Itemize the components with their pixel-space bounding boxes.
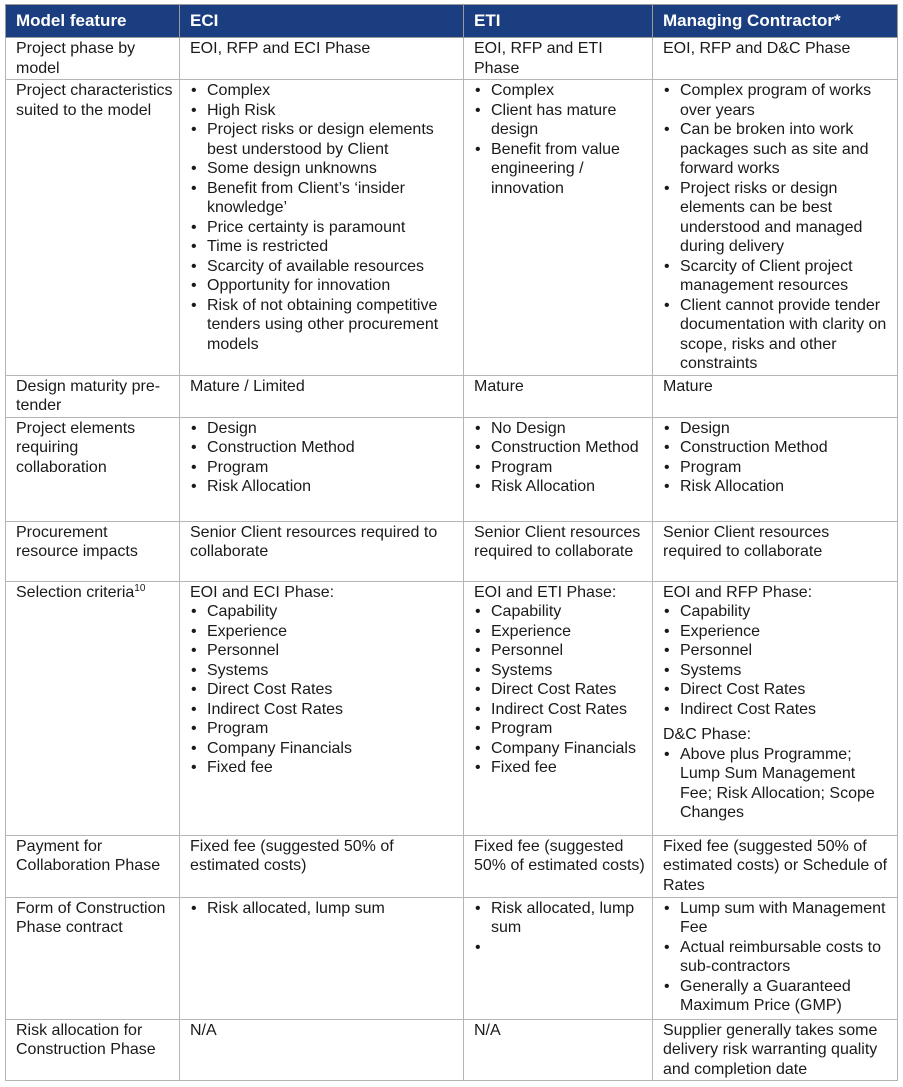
procurement-model-comparison-table <box>5 4 898 1081</box>
cell-eci <box>180 581 464 835</box>
list-item: • Direct Cost Rates <box>207 680 457 700</box>
list-item: • Indirect Cost Rates <box>680 700 891 720</box>
row-feature-label: Procurement resource impacts <box>16 523 138 560</box>
list-item: • Complex program of works over years <box>680 81 891 120</box>
cell-managing-contractor <box>653 1019 898 1081</box>
bullet-list <box>663 745 891 823</box>
table-row <box>6 897 898 1019</box>
table-row <box>6 835 898 897</box>
cell-eci <box>180 835 464 897</box>
list-item: • Time is restricted <box>207 237 457 257</box>
bullet-list <box>663 602 891 719</box>
bullet-list <box>474 81 646 198</box>
bullet-list <box>474 419 646 497</box>
list-item: • Indirect Cost Rates <box>207 700 457 720</box>
table-row <box>6 417 898 521</box>
cell-text: EOI and ECI Phase: <box>190 583 335 601</box>
row-feature-label: Payment for Collaboration Phase <box>16 837 161 874</box>
table-body <box>6 38 898 1081</box>
list-item: • Program <box>680 458 891 478</box>
cell-text: N/A <box>474 1021 501 1039</box>
list-item: • Direct Cost Rates <box>680 680 891 700</box>
cell-eci <box>180 38 464 80</box>
cell-eti <box>464 80 653 376</box>
bullet-list <box>190 602 457 778</box>
list-item: • Indirect Cost Rates <box>491 700 646 720</box>
cell-managing-contractor <box>653 417 898 521</box>
cell-text: D&C Phase: <box>663 726 752 743</box>
cell-text: EOI and ETI Phase: <box>474 583 617 601</box>
row-feature-label: Design maturity pre-tender <box>16 377 161 414</box>
list-item: • Client cannot provide tender documentation with clarity on scope, risks and other constraints <box>680 296 891 374</box>
cell-managing-contractor <box>653 521 898 581</box>
list-item: • Construction Method <box>680 438 891 458</box>
row-feature-cell <box>6 581 180 835</box>
list-item: • Construction Method <box>491 438 646 458</box>
list-item: • Project risks or design elements best understood by Client <box>207 120 457 159</box>
list-item: • Capability <box>207 602 457 622</box>
list-item: • Above plus Programme; Lump Sum Management Fee; Risk Allocation; Scope Changes <box>680 745 891 823</box>
list-item: • Construction Method <box>207 438 457 458</box>
table-row <box>6 581 898 835</box>
cell-eci <box>180 80 464 376</box>
cell-eci <box>180 897 464 1019</box>
list-item: • Risk Allocation <box>680 477 891 497</box>
row-feature-cell <box>6 375 180 417</box>
row-feature-label: Form of Construction Phase contract <box>16 899 166 936</box>
cell-managing-contractor <box>653 581 898 835</box>
cell-eci <box>180 375 464 417</box>
table-row <box>6 80 898 376</box>
cell-text: EOI and RFP Phase: <box>663 583 813 601</box>
list-item: • Complex <box>207 81 457 101</box>
cell-text: EOI, RFP and ECI Phase <box>190 40 371 57</box>
footnote-marker: 10 <box>134 582 146 594</box>
cell-managing-contractor <box>653 897 898 1019</box>
cell-eti <box>464 581 653 835</box>
row-feature-label: Risk allocation for Construction Phase <box>16 1021 156 1058</box>
list-item: • Systems <box>207 661 457 681</box>
row-feature-cell <box>6 897 180 1019</box>
bullet-list <box>190 419 457 497</box>
list-item: • Opportunity for innovation <box>207 276 457 296</box>
bullet-list <box>663 419 891 497</box>
cell-managing-contractor <box>653 835 898 897</box>
list-item: • No Design <box>491 419 646 439</box>
row-feature-cell <box>6 38 180 80</box>
list-item: • Design <box>207 419 457 439</box>
row-feature-label: Selection criteria <box>16 583 135 601</box>
row-feature-cell <box>6 417 180 521</box>
row-feature-cell <box>6 80 180 376</box>
list-item: • Experience <box>680 622 891 642</box>
list-item: • Generally a Guaranteed Maximum Price (GMP) <box>680 977 891 1016</box>
list-item: • Client has mature design <box>491 101 646 140</box>
bullet-list <box>663 899 891 1016</box>
list-item: • Scarcity of available resources <box>207 257 457 277</box>
list-item: • Risk Allocation <box>491 477 646 497</box>
list-item: • Benefit from Client’s ‘insider knowledge’ <box>207 179 457 218</box>
list-item: • Benefit from value engineering / innovation <box>491 140 646 199</box>
cell-eti <box>464 835 653 897</box>
list-item: • Design <box>680 419 891 439</box>
cell-text: Senior Client resources required to collaborate <box>474 523 641 560</box>
row-feature-cell <box>6 521 180 581</box>
cell-eci <box>180 521 464 581</box>
table-row <box>6 38 898 80</box>
bullet-list <box>474 602 646 778</box>
header-model-feature: Model feature <box>6 5 180 38</box>
list-item: • Risk allocated, lump sum <box>207 899 457 919</box>
bullet-list <box>190 899 457 919</box>
cell-text: Fixed fee (suggested 50% of estimated costs) <box>190 837 394 874</box>
cell-managing-contractor <box>653 80 898 376</box>
cell-managing-contractor <box>653 375 898 417</box>
table-row <box>6 1019 898 1081</box>
row-feature-cell <box>6 1019 180 1081</box>
cell-managing-contractor <box>653 38 898 80</box>
list-item: • Systems <box>491 661 646 681</box>
cell-eci <box>180 417 464 521</box>
list-item: • Program <box>207 719 457 739</box>
cell-text: Senior Client resources required to collaborate <box>663 523 830 560</box>
list-item: • Experience <box>491 622 646 642</box>
header-eti: ETI <box>464 5 653 38</box>
cell-text: Supplier generally takes some delivery risk warranting quality and completion date <box>663 1021 878 1078</box>
list-item: • Program <box>491 719 646 739</box>
list-item: • Fixed fee <box>207 758 457 778</box>
cell-text: Fixed fee (suggested 50% of estimated costs) or Schedule of Rates <box>663 837 888 894</box>
list-item: • Lump sum with Management Fee <box>680 899 891 938</box>
row-feature-label: Project phase by model <box>16 40 136 77</box>
list-item: • Risk of not obtaining competitive tenders using other procurement models <box>207 296 457 355</box>
cell-text: Mature <box>474 377 524 395</box>
cell-eti <box>464 375 653 417</box>
list-item: • High Risk <box>207 101 457 121</box>
bullet-list <box>474 899 646 938</box>
cell-eci <box>180 1019 464 1081</box>
list-item: • Fixed fee <box>491 758 646 778</box>
list-item: • Program <box>491 458 646 478</box>
cell-eti <box>464 1019 653 1081</box>
cell-text: EOI, RFP and ETI Phase <box>474 40 603 77</box>
cell-eti <box>464 417 653 521</box>
list-item: • Company Financials <box>207 739 457 759</box>
list-item: • Systems <box>680 661 891 681</box>
cell-text: EOI, RFP and D&C Phase <box>663 40 851 57</box>
cell-text: N/A <box>190 1021 217 1039</box>
header-eci: ECI <box>180 5 464 38</box>
list-item: • Personnel <box>207 641 457 661</box>
row-feature-label: Project elements requiring collaboration <box>16 419 136 476</box>
list-item: • Some design unknowns <box>207 159 457 179</box>
list-item: • Project risks or design elements can be best understood and managed during delivery <box>680 179 891 257</box>
list-item: • Capability <box>491 602 646 622</box>
list-item: • Actual reimbursable costs to sub-contractors <box>680 938 891 977</box>
bullet-list <box>663 81 891 374</box>
row-feature-label: Project characteristics suited to the model <box>16 82 173 119</box>
table-row <box>6 521 898 581</box>
list-item: • Personnel <box>491 641 646 661</box>
cell-text: Senior Client resources required to collaborate <box>190 523 438 560</box>
cell-eti <box>464 38 653 80</box>
cell-text: Mature / Limited <box>190 377 305 395</box>
list-item: • Price certainty is paramount <box>207 218 457 238</box>
table-row <box>6 375 898 417</box>
list-item: • Company Financials <box>491 739 646 759</box>
list-item: • Experience <box>207 622 457 642</box>
list-item: • Risk allocated, lump sum <box>491 899 646 938</box>
table-header-row <box>6 5 898 38</box>
list-item: • Risk Allocation <box>207 477 457 497</box>
list-item: • Capability <box>680 602 891 622</box>
header-managing-contractor: Managing Contractor* <box>653 5 898 38</box>
cell-text: Fixed fee (suggested 50% of estimated costs) <box>474 837 645 874</box>
cell-eti <box>464 897 653 1019</box>
list-item: • Direct Cost Rates <box>491 680 646 700</box>
bullet-list <box>190 81 457 354</box>
list-item: • Can be broken into work packages such as site and forward works <box>680 120 891 179</box>
row-feature-cell <box>6 835 180 897</box>
list-item: • Personnel <box>680 641 891 661</box>
list-item: • Program <box>207 458 457 478</box>
cell-eti <box>464 521 653 581</box>
list-item: • Complex <box>491 81 646 101</box>
list-item: • Scarcity of Client project management resources <box>680 257 891 296</box>
cell-text: Mature <box>663 377 713 395</box>
